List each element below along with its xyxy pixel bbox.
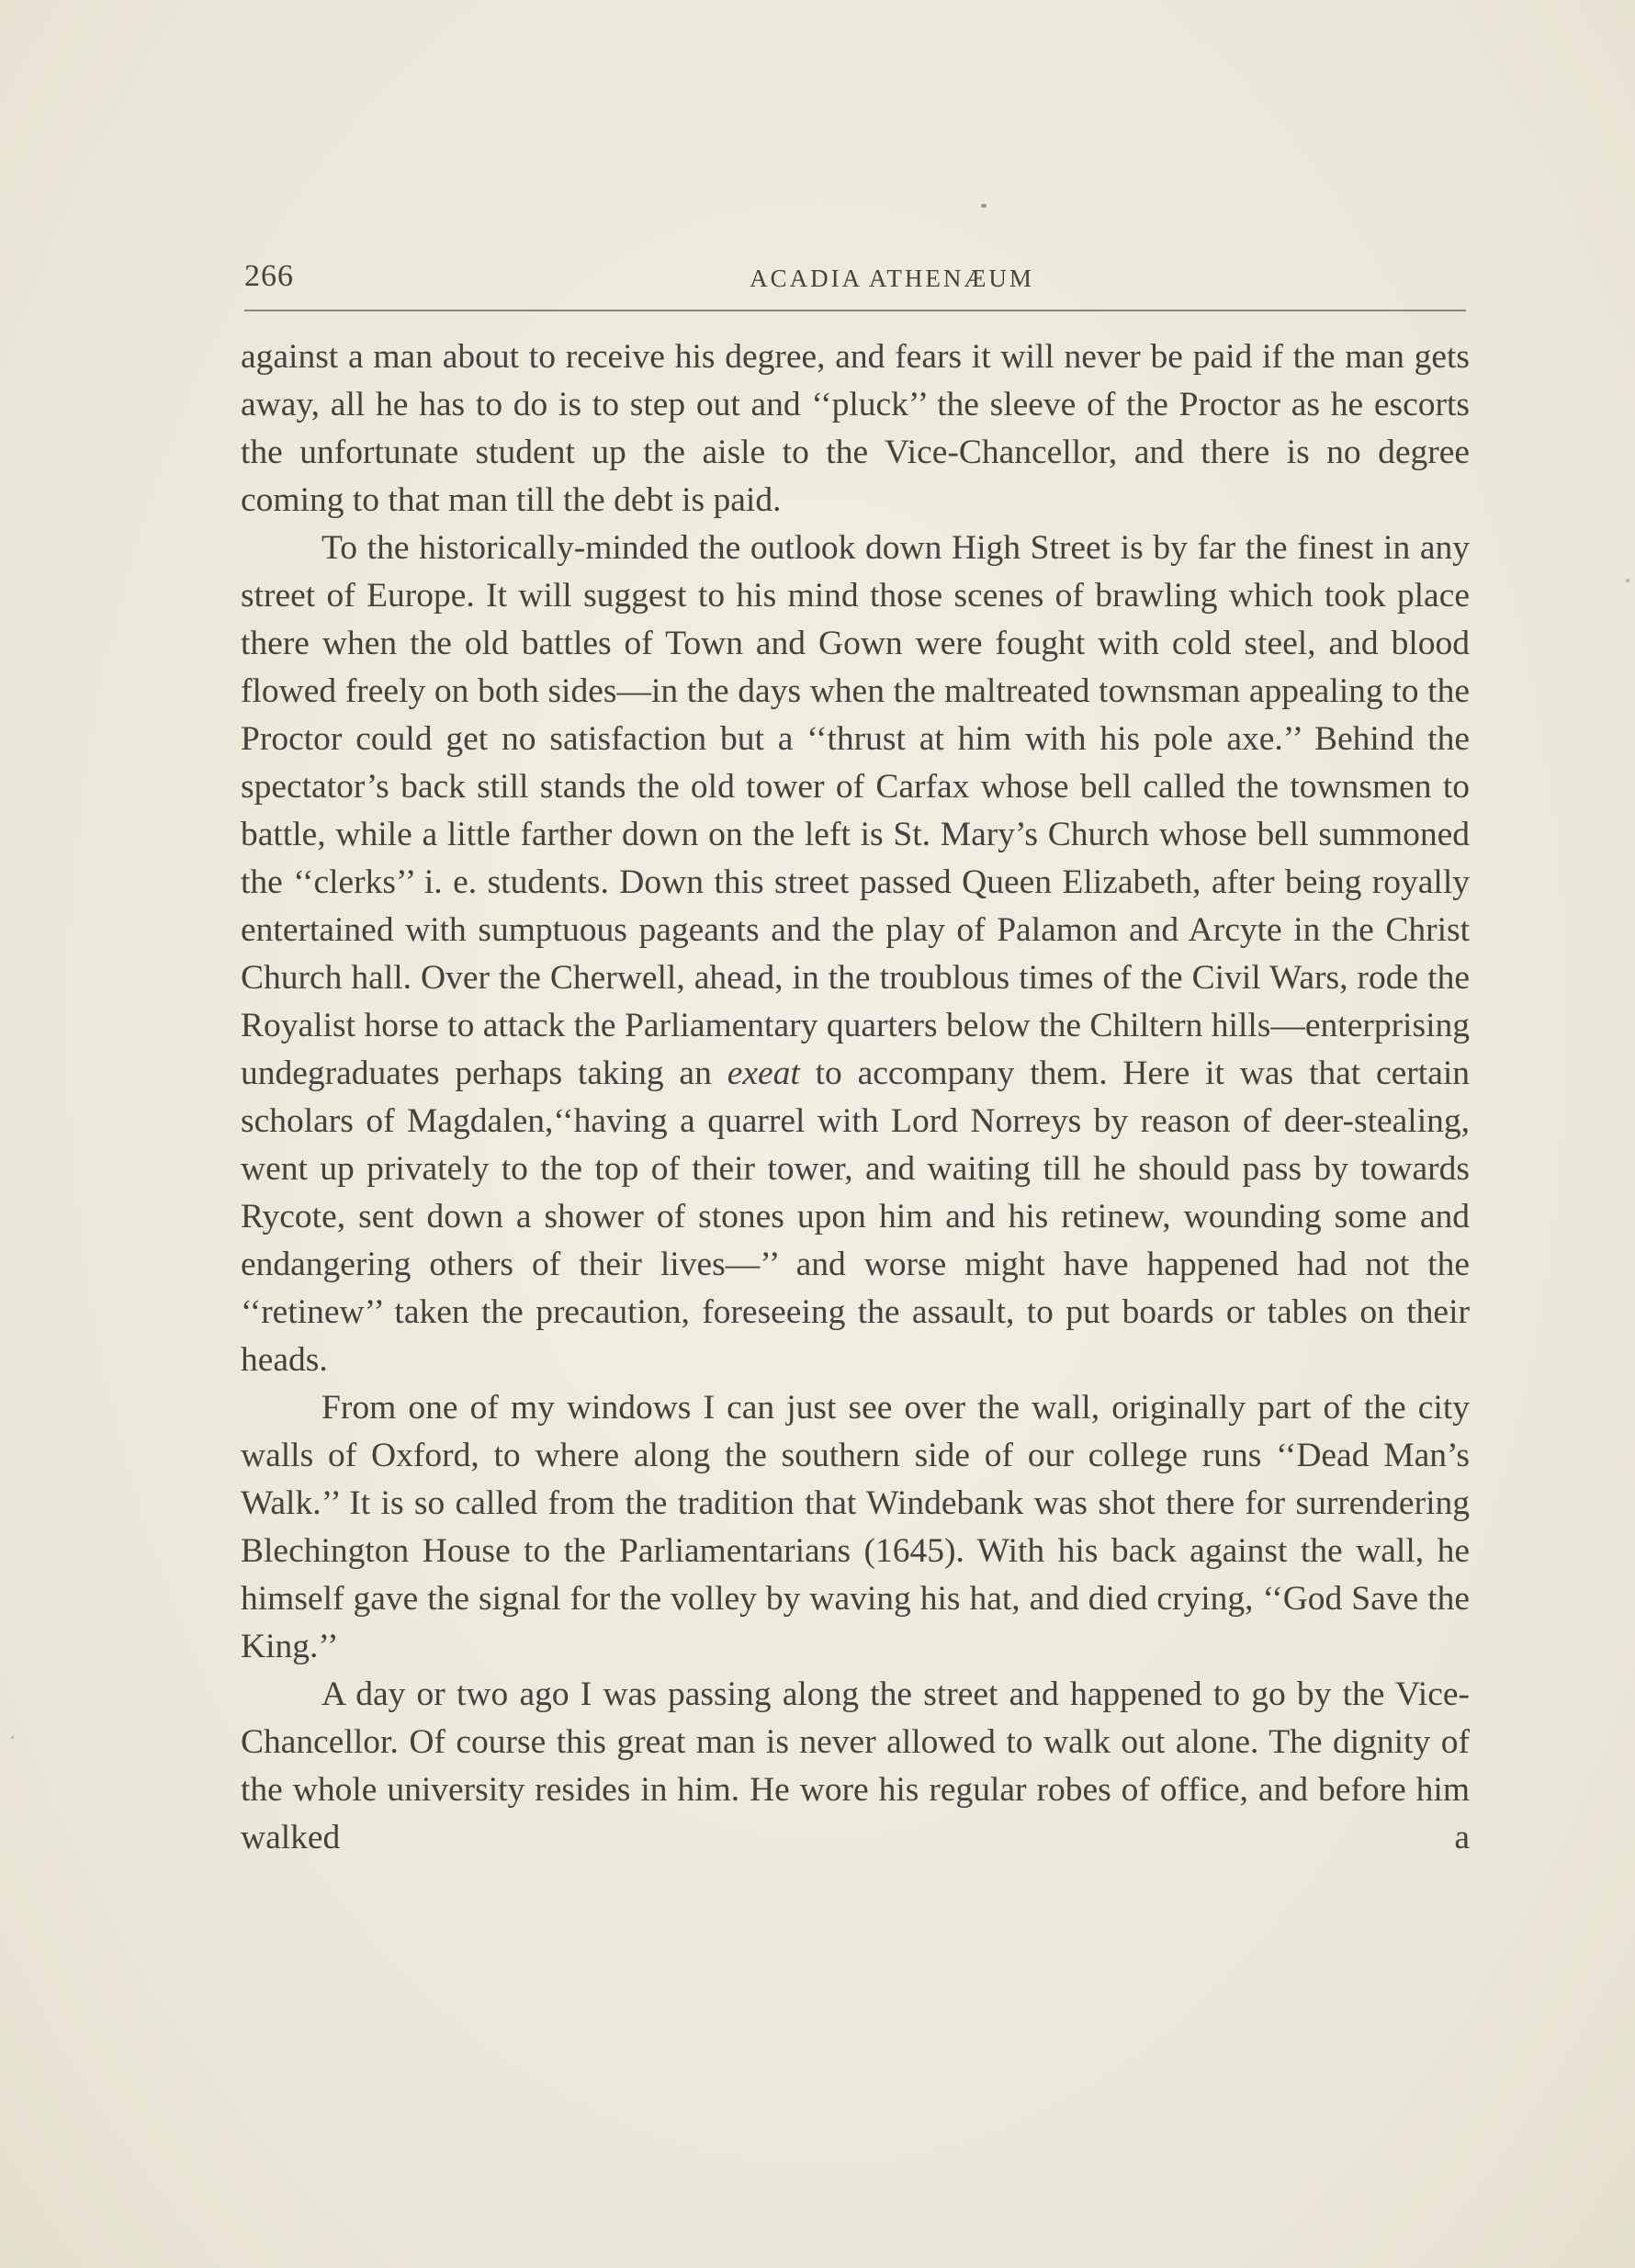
paper-speck [1626, 579, 1629, 582]
paragraph: From one of my windows I can just see over the wall, originally part of the city walls of Oxford, to where along the southern side of our college runs ‘‘Dead Man’s Walk.’’ It is so called from the tradition that Windebank was shot there for surrendering Blechington House to the Parliamentarians (1645). With his back against the wall, he himself gave the signal for the volley by waving his hat, and died crying, ‘‘God Save the King.’’ [241, 1389, 1470, 1665]
paragraph [241, 525, 1470, 1384]
page-header [244, 259, 1466, 305]
page-number: 266 [244, 259, 294, 293]
italic-term: exeat [727, 1055, 800, 1092]
header-rule [244, 310, 1466, 311]
stray-mark [981, 204, 987, 208]
paper-speck [11, 1736, 14, 1739]
paragraph-text: To the historically-minded the outlook down High Street is by far the finest in any street of Europe. It will suggest to his mind those scenes of brawling which took place there when the old battles of Town and Gown were fought with cold steel, and blood flowed freely on both sides—in the days when the maltreated townsman appealing to the Proctor could get no satisfaction but a ‘‘thrust at him with his pole axe.’’ Behind the spectator’s back still stands the old tower of Carfax whose bell called the townsmen to battle, while a little farther down on the left is St. Mary’s Church whose bell summoned the ‘‘clerks’’ i. e. students. Down this street passed Queen Elizabeth, after being royally entertained with sumptuous pageants and the play of Palamon and Arcyte in the Christ Church hall. Over the Cherwell, ahead, in the troublous times of the Civil Wars, rode the Royalist horse to attack the Parliamentary quarters below the Chiltern hills—enterprising undegraduates perhaps taking an [241, 529, 1470, 1092]
article-body [241, 333, 1470, 1862]
paragraph: A day or two ago I was passing along the street and happened to go by the Vice-Chancellor. Of course this great man is never allowed to walk out alone. The dignity of the whole university resides in him. He wore his regular robes of office, and before him walked a [241, 1676, 1470, 1856]
paragraph-text: to accompany them. Here it was that certain scholars of Magdalen,‘‘having a quarrel with Lord Norreys by reason of deer-stealing, went up privately to the top of their tower, and waiting till he should pass by towards Rycote, sent down a shower of stones upon him and his retinew, wounding some and endangering others of their lives—’’ and worse might have happened had not the ‘‘retinew’’ taken the precaution, foreseeing the assault, to put boards or tables on their heads. [241, 1055, 1471, 1379]
running-title: ACADIA ATHENÆUM [750, 265, 1034, 292]
paragraph: against a man about to receive his degree, and fears it will never be paid if the man gets away, all he has to do is to step out and ‘‘pluck’’ the sleeve of the Proctor as he escorts the unfortunate student up the aisle to the Vice-Chancellor, and there is no degree coming to that man till the debt is paid. [241, 338, 1470, 519]
